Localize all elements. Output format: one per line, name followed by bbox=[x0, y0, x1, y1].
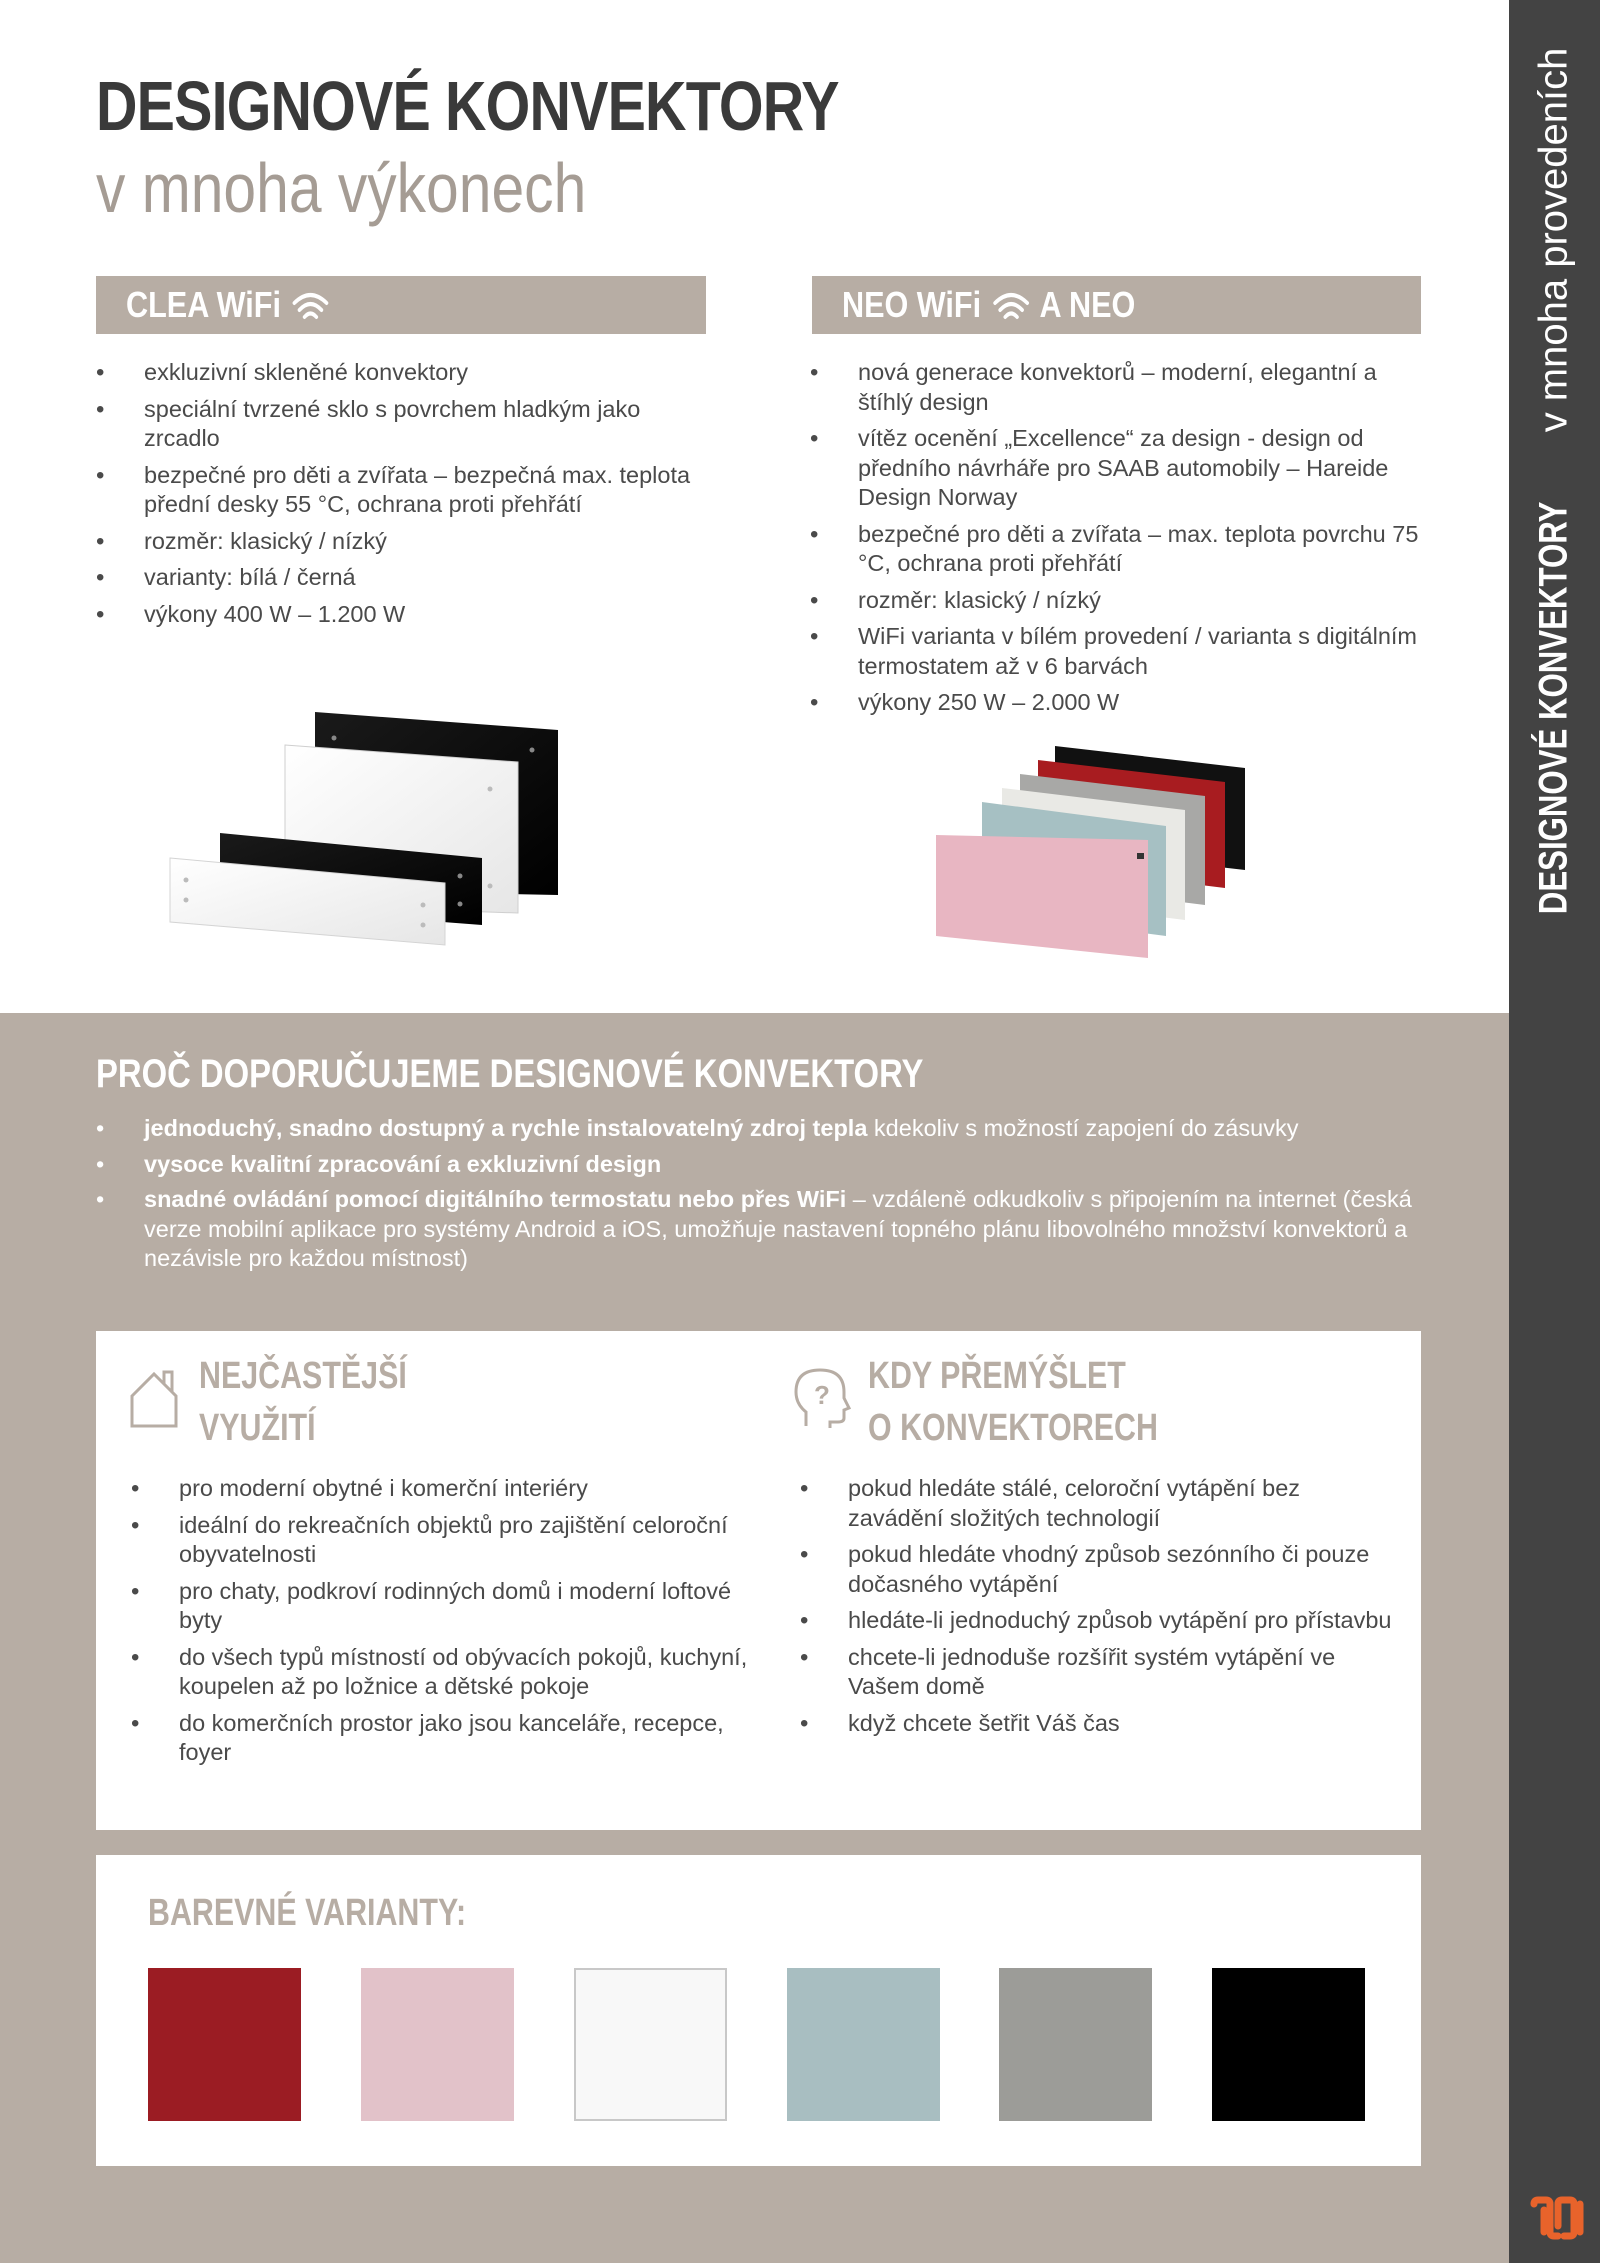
color-swatch-white bbox=[574, 1968, 727, 2121]
list-item: • speciální tvrzené sklo s povrchem hladkým jako zrcadlo bbox=[96, 395, 716, 454]
when-title bbox=[868, 1350, 1158, 1454]
usage-title-line2: VYUŽITÍ bbox=[199, 1407, 316, 1449]
neo-product-image bbox=[930, 740, 1260, 965]
list-item: • chcete-li jednoduše rozšířit systém vytápění ve Vašem domě bbox=[800, 1643, 1400, 1702]
list-item: • varianty: bílá / černá bbox=[96, 563, 716, 593]
svg-text:?: ? bbox=[814, 1380, 830, 1410]
list-item: • rozměr: klasický / nízký bbox=[96, 527, 716, 557]
usage-list bbox=[131, 1474, 751, 1775]
color-swatch-red bbox=[148, 1968, 301, 2121]
side-title-bold: DESIGNOVÉ KONVEKTORY bbox=[1531, 501, 1576, 915]
list-item: • pokud hledáte stálé, celoroční vytápění bez zavádění složitých technologií bbox=[800, 1474, 1400, 1533]
why-list bbox=[96, 1114, 1426, 1280]
list-item: • do komerčních prostor jako jsou kanceláře, recepce, foyer bbox=[131, 1709, 751, 1768]
why-title: PROČ DOPORUČUJEME DESIGNOVÉ KONVEKTORY bbox=[96, 1052, 924, 1096]
headline-light: v mnoha výkonech bbox=[96, 149, 587, 227]
color-swatch-pink bbox=[361, 1968, 514, 2121]
list-item bbox=[96, 1150, 1426, 1180]
list-item: • bezpečné pro děti a zvířata – max. teplota povrchu 75 °C, ochrana proti přehřátí bbox=[810, 520, 1430, 579]
list-item: • výkony 400 W – 1.200 W bbox=[96, 600, 716, 630]
list-item: • vítěz ocenění „Excellence“ za design - design od předního návrháře pro SAAB automobily – Hareide Design Norway bbox=[810, 424, 1430, 513]
when-list bbox=[800, 1474, 1400, 1745]
side-title-light: v mnoha provedeních bbox=[1531, 47, 1576, 444]
list-item bbox=[96, 1114, 1426, 1144]
list-item: • do všech typů místností od obývacích pokojů, kuchyní, koupelen až po ložnice a dětské pokoje bbox=[131, 1643, 751, 1702]
brand-logo-icon bbox=[1530, 2196, 1586, 2240]
product-title-suffix: A NEO bbox=[1039, 284, 1136, 325]
product-title: NEO WiFi bbox=[842, 284, 982, 325]
product-title: CLEA WiFi bbox=[126, 284, 281, 325]
list-item: • exkluzivní skleněné konvektory bbox=[96, 358, 716, 388]
list-item: • WiFi varianta v bílém provedení / varianta s digitálním termostatem až v 6 barvách bbox=[810, 622, 1430, 681]
when-title-line1: KDY PŘEMÝŠLET bbox=[868, 1355, 1126, 1397]
question-head-icon bbox=[792, 1364, 852, 1432]
wifi-icon bbox=[990, 289, 1033, 325]
list-item: • ideální do rekreačních objektů pro zajištění celoroční obyvatelnosti bbox=[131, 1511, 751, 1570]
clea-product-image bbox=[160, 700, 580, 960]
product-header-neo bbox=[812, 276, 1421, 334]
list-item-bold: snadné ovládání pomocí digitálního termostatu nebo přes WiFi bbox=[144, 1186, 847, 1212]
colors-title: BAREVNÉ VARIANTY: bbox=[148, 1892, 467, 1934]
list-item-bold: jednoduchý, snadno dostupný a rychle instalovatelný zdroj tepla bbox=[144, 1115, 868, 1141]
list-item: • pokud hledáte vhodný způsob sezónního či pouze dočasného vytápění bbox=[800, 1540, 1400, 1599]
headline bbox=[96, 66, 1002, 228]
list-item: • pro chaty, podkroví rodinných domů i moderní loftové byty bbox=[131, 1577, 751, 1636]
list-item bbox=[96, 1185, 1426, 1274]
list-item: • hledáte-li jednoduchý způsob vytápění pro přístavbu bbox=[800, 1606, 1400, 1636]
wifi-icon bbox=[289, 289, 332, 325]
list-item: • rozměr: klasický / nízký bbox=[810, 586, 1430, 616]
list-item: • bezpečné pro děti a zvířata – bezpečná max. teplota přední desky 55 °C, ochrana proti přehřátí bbox=[96, 461, 716, 520]
clea-bullet-list bbox=[96, 358, 716, 636]
list-item-bold: vysoce kvalitní zpracování a exkluzivní design bbox=[144, 1150, 662, 1177]
color-swatch-blue bbox=[787, 1968, 940, 2121]
color-swatch-black bbox=[1212, 1968, 1365, 2121]
list-item: • nová generace konvektorů – moderní, elegantní a štíhlý design bbox=[810, 358, 1430, 417]
usage-title bbox=[199, 1350, 407, 1454]
usage-title-line1: NEJČASTĚJŠÍ bbox=[199, 1355, 407, 1397]
list-item: • když chcete šetřit Váš čas bbox=[800, 1709, 1400, 1739]
list-item-text: – vzdáleně odkudkoliv s připojením na internet (česká verze mobilní aplikace pro systémy Android a iOS, umožňuje nastavení topného plánu libovolného množství konvektorů a nezávisle pro každou místnost) bbox=[144, 1186, 1412, 1271]
side-title bbox=[1509, 0, 1600, 915]
list-item: • výkony 250 W – 2.000 W bbox=[810, 688, 1430, 718]
neo-bullet-list bbox=[810, 358, 1430, 725]
list-item-text: kdekoliv s možností zapojení do zásuvky bbox=[867, 1115, 1299, 1141]
list-item: • pro moderní obytné i komerční interiéry bbox=[131, 1474, 751, 1504]
headline-bold: DESIGNOVÉ KONVEKTORY bbox=[96, 67, 839, 145]
when-title-line2: O KONVEKTORECH bbox=[868, 1407, 1158, 1449]
product-header-clea bbox=[96, 276, 706, 334]
house-icon bbox=[128, 1368, 180, 1430]
color-swatch-grey bbox=[999, 1968, 1152, 2121]
